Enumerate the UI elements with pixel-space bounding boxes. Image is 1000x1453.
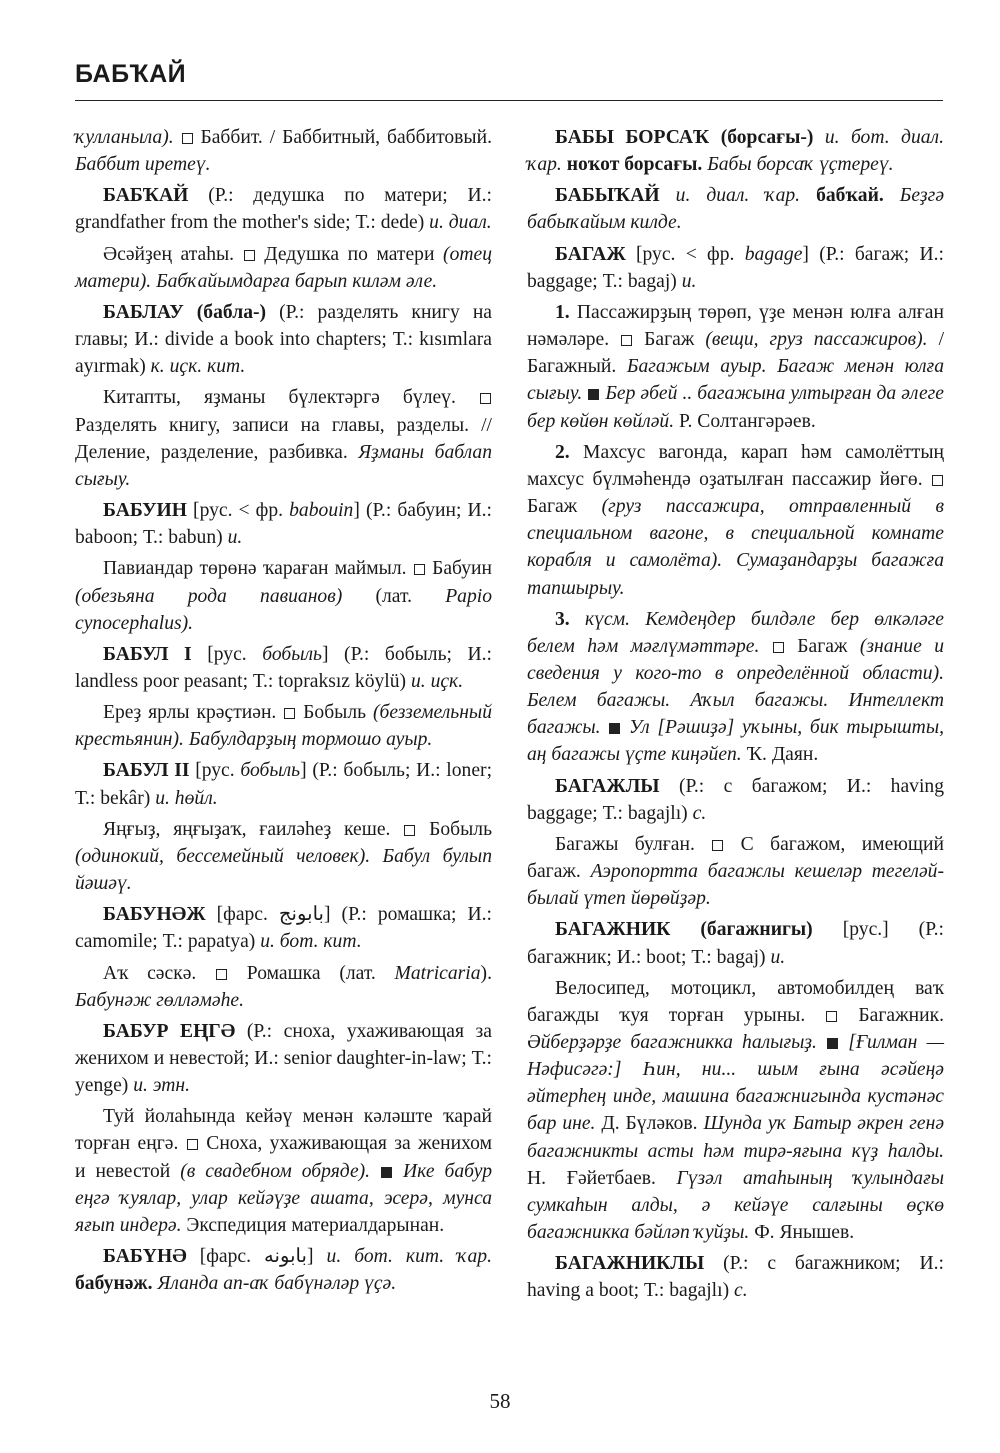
- definition: Яңғыҙ, яңғыҙаҡ, ғаиләһеҙ кеше. Бобыль (одинокий, бессемейный человек). Бабул булып йәшәү.: [75, 818, 493, 895]
- definition: Аҡ сәскә. Ромашка (лат. Matricaria). Бабунәж гөлләмәһе.: [75, 962, 492, 1011]
- filled-square-icon: [588, 389, 599, 400]
- entry-babur-enge: БАБУР ЕҢГӘ (Р.: сноха, ухаживающая за женихом и невестой; И.: senior daughter-in-law; Т.: yenge) и. этн.: [75, 1020, 492, 1097]
- definition: Багажы булған. С багажом, имеющий багаж. Аэропортта багажлы кешеләр тегеләй-былай үтеп йөрөйҙәр.: [527, 833, 944, 910]
- entry-babune: БАБҮНӘ [фарс. بابونه] и. бот. кит. ҡар. бабунәж. Яланда ап-аҡ бабүнәләр үҫә.: [75, 1246, 492, 1295]
- definition: Велосипед, мотоцикл, автомобилдең ваҡ багажды ҡуя торған урыны. Багажник. Әйберҙәрҙе багажникка һалығыҙ. [Ғилман — Нәфисәгә:] Һин, ни... шым ғына әсәйеңә әйтерһең инде, машина багажнигында кустәнәс бар ине. Д. Бүләков. Шунда уҡ Батыр әкрен генә багажникты асты һәм тирә-яғына күҙ һалды. Н. Ғәйетбаев. Гүзәл атаһының ҡулындағы сумкаһын алды, ә кейәүе салғыны өҫкө багажникка бәйләп ҡуйҙы. Ф. Янышев.: [527, 977, 945, 1244]
- open-square-icon: [404, 825, 415, 836]
- entry-baby-borsak: БАБЫ БОРСАҠ (борсағы-) и. бот. диал. ҡар. ноҡот борсағы. Бабы борсаҡ үҫтереү.: [527, 127, 945, 176]
- sense-3: 3. күсм. Кемдеңдер билдәле бер өлкәләге белем һәм мәғлүмәттәре. Багаж (знание и сведения у кого-то в определённой области). Белем багажы. Аҡыл багажы. Интеллект багажы. Ул [Рәшиҙә] уҡыны, бик тырышты, аң багажы үҫте киңәйеп. Ҡ. Даян.: [527, 608, 945, 766]
- open-square-icon: [187, 1139, 198, 1150]
- headword: БАБЛАУ (бабла-): [103, 301, 267, 323]
- headword: БАБУНӘЖ: [103, 904, 206, 926]
- sense-2: 2. Махсус вагонда, карап һәм самолёттың махсус бүлмәһендә оҙатылған пассажир йөгө. Багаж (груз пассажира, отправленный в специальном вагоне, в специальной комнате корабля и самолёта). Сумаҙандарҙы багажға тапшырыу.: [527, 441, 944, 599]
- entry-babunaj: БАБУНӘЖ [фарс. بابونج] (Р.: ромашка; И.: camomile; Т.: papatya) и. бот. кит.: [75, 904, 492, 953]
- open-square-icon: [284, 708, 295, 719]
- entry-babykay: БАБЫҠАЙ и. диал. ҡар. бабҡай. Беҙгә бабыҡайым килде.: [527, 185, 945, 234]
- headword: БАБЫ БОРСАҠ (борсағы-): [555, 127, 814, 148]
- page-number: 58: [489, 1389, 511, 1413]
- headword: БАГАЖЛЫ: [555, 775, 660, 797]
- open-square-icon: [712, 840, 723, 851]
- headword: БАБҮНӘ: [103, 1246, 187, 1268]
- open-square-icon: [773, 642, 784, 653]
- entry-bagazhnikly: БАГАЖНИКЛЫ (Р.: с багажником; И.: having a boot; Т.: bagajlı) с.: [527, 1253, 944, 1302]
- entry-bagazh: БАГАЖ [рус. < фр. bagage] (Р.: багаж; И.: baggage; Т.: bagaj) и.: [527, 243, 944, 292]
- open-square-icon: [480, 393, 491, 404]
- entry-babkay: БАБҠАЙ (Р.: дедушка по матери; И.: grandfather from the mother's side; Т.: dede) и. диал.: [75, 185, 492, 234]
- headword: БАБҠАЙ: [103, 185, 189, 207]
- left-column: [75, 124, 492, 1301]
- headword: БАБУР ЕҢГӘ: [103, 1020, 236, 1042]
- definition: Китапты, яҙманы бүлектәргә бүлеү. Разделять книгу, записи на главы, разделы. // Деление, разделение, разбивка. Яҙманы баблап сығыу.: [75, 387, 492, 490]
- definition: Әсәйҙең атаһы. Дедушка по матери (отец матери). Бабҡайымдарға барып киләм әле.: [75, 243, 493, 292]
- entry-bablau: БАБЛАУ (бабла-) (Р.: разделять книгу на главы; И.: divide a book into chapters; Т.: kısımlara ayırmak) к. иҫк. кит.: [75, 301, 492, 378]
- open-square-icon: [216, 969, 227, 980]
- filled-square-icon: [827, 1038, 838, 1049]
- entry-babul-2: БАБУЛ II [рус. бобыль] (Р.: бобыль; И.: loner; Т.: bekâr) и. һөйл.: [75, 760, 493, 809]
- filled-square-icon: [609, 723, 620, 734]
- entry-babuin: БАБУИН [рус. < фр. babouin] (Р.: бабуин; И.: baboon; Т.: babun) и.: [75, 500, 492, 549]
- headword: БАГАЖНИКЛЫ: [555, 1253, 705, 1275]
- header-rule: [75, 100, 943, 101]
- open-square-icon: [182, 133, 193, 144]
- headword: БАГАЖ: [555, 243, 626, 265]
- headword: БАБУИН: [103, 500, 187, 522]
- definition: Ереҙ ярлы крәҫтиән. Бобыль (безземельный крестьянин). Бабулдарҙың тормошо ауыр.: [75, 702, 492, 751]
- right-column: [527, 124, 944, 1309]
- definition: Туй йолаһында кейәү менән кәләште ҡарай торған еңгә. Сноха, ухаживающая за женихом и невестой (в свадебном обряде). Ике бабур еңгә ҡуялар, улар кейәүҙе ашата, эсерә, мунса яғып индерә. Экспедиция материалдарынан.: [75, 1106, 492, 1236]
- headword: БАБУЛ I: [103, 643, 192, 665]
- headword: БАБУЛ II: [103, 760, 190, 782]
- definition: Павиандар төрөнә ҡараған маймыл. Бабуин (обезьяна рода павианов) (лат. Papio cynocephalus).: [75, 558, 493, 634]
- open-square-icon: [932, 475, 943, 486]
- open-square-icon: [414, 564, 425, 575]
- headword: БАГАЖНИК (багажнигы): [555, 919, 813, 941]
- entry-continuation: ҡулланыла). Баббит. / Баббитный, баббитовый. Баббит иретеү.: [75, 127, 492, 176]
- filled-square-icon: [381, 1167, 392, 1178]
- running-head: БАБҠАЙ: [75, 60, 187, 88]
- open-square-icon: [826, 1011, 837, 1022]
- entry-bagazhly: БАГАЖЛЫ (Р.: с багажом; И.: having baggage; Т.: bagajlı) с.: [527, 775, 945, 824]
- open-square-icon: [244, 250, 255, 261]
- entry-bagazhnik: БАГАЖНИК (багажнигы) [рус.] (Р.: багажник; И.: boot; Т.: bagaj) и.: [527, 919, 944, 968]
- sense-1: 1. Пассажирҙың төрөп, үҙе менән юлға алған нәмәләре. Багаж (вещи, груз пассажиров). / Багажный. Багажым ауыр. Багаж менән юлға сығыу. Бер әбей .. багажына ултырған да әлеге бер көйөн көйләй. Р. Солтангәрәев.: [527, 301, 945, 432]
- headword: БАБЫҠАЙ: [555, 185, 660, 207]
- entry-babul-1: БАБУЛ I [рус. бобыль] (Р.: бобыль; И.: landless poor peasant; Т.: topraksız köylü) и. иҫк.: [75, 643, 492, 692]
- open-square-icon: [621, 335, 632, 346]
